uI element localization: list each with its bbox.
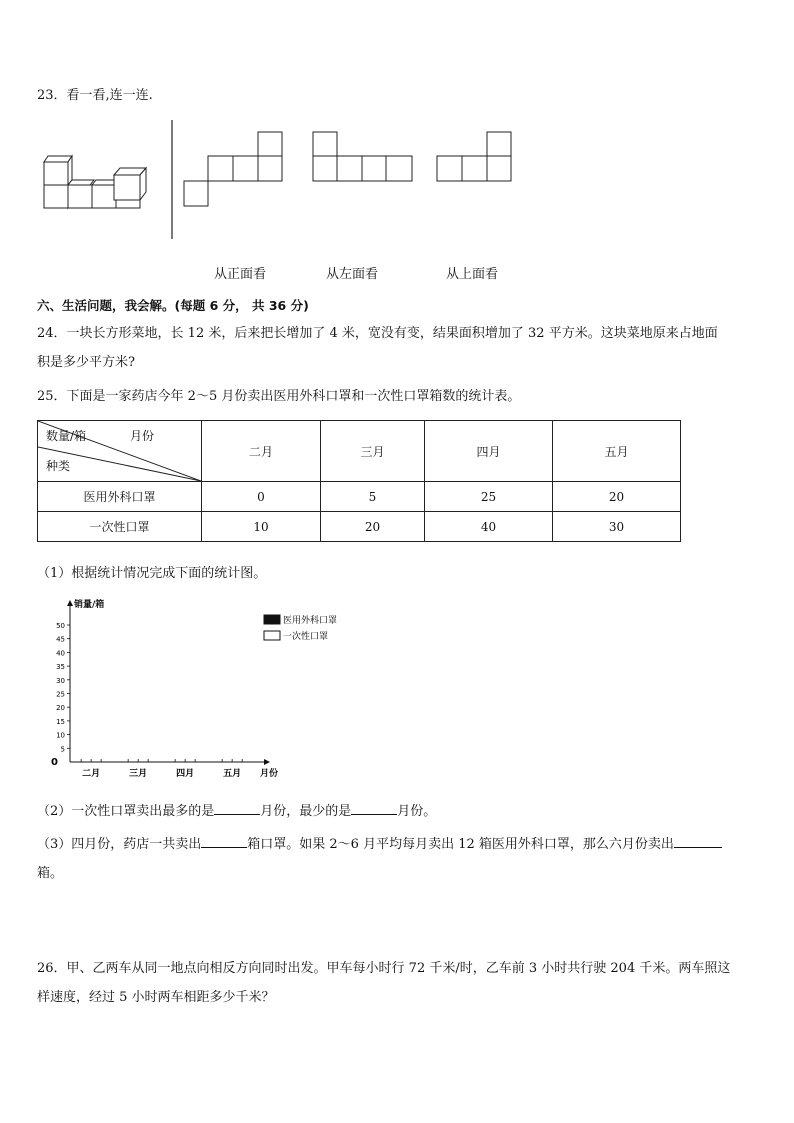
y-tick-label: 25: [56, 690, 65, 699]
table-cell: 5: [321, 482, 425, 512]
y-tick-label: 30: [56, 676, 65, 685]
x-axis-arrow: [264, 759, 270, 765]
table-header-cell: 四月: [425, 421, 553, 482]
x-tick-label: 二月: [82, 769, 101, 779]
table-cell: 40: [425, 512, 553, 542]
table-row: [38, 482, 681, 512]
table-cell: 0: [202, 482, 321, 512]
table-cell: 10: [202, 512, 321, 542]
q25-sub2: [37, 800, 436, 819]
y-tick-label: 45: [56, 635, 65, 644]
q25-sub3: [37, 833, 722, 852]
x-tick-label: 四月: [176, 769, 195, 779]
table-header-cell: 五月: [553, 421, 681, 482]
corner-kind-label: 种类: [46, 459, 71, 473]
q25-sub2-b: 月份，最少的是: [260, 804, 352, 819]
answer-blank[interactable]: [201, 833, 247, 848]
cube-assembly-figure: [44, 156, 146, 208]
y-tick-label: 20: [56, 704, 65, 713]
table-header-cell: 三月: [321, 421, 425, 482]
table-cell: 25: [425, 482, 553, 512]
y-axis-arrow: [67, 600, 73, 606]
table-cell: 20: [321, 512, 425, 542]
legend-swatch-2: [264, 631, 280, 640]
corner-month-label: 月份: [130, 429, 155, 443]
y-tick-label: 35: [56, 663, 65, 672]
section-heading: 六、生活问题，我会解。(每题 6 分， 共 36 分): [37, 298, 309, 313]
y-tick-label: 50: [56, 622, 65, 630]
q25-sub3-b: 箱口罩。如果 2～6 月平均每月卖出 12 箱医用外科口罩，那么六月份卖出: [247, 837, 674, 852]
q25-intro: 25．下面是一家药店今年 2～5 月份卖出医用外科口罩和一次性口罩箱数的统计表。: [37, 389, 521, 404]
q24-line1: 24．一块长方形菜地，长 12 米，后来把长增加了 4 米，宽没有变，结果面积增加了 32 平方米。这块菜地原来占地面: [37, 326, 718, 341]
legend-label-2: 一次性口罩: [283, 632, 329, 642]
q25-sub2-a: （2）一次性口罩卖出最多的是: [37, 804, 215, 819]
bar-chart: [40, 590, 370, 785]
table-header-cell: 二月: [202, 421, 321, 482]
answer-blank[interactable]: [214, 800, 260, 815]
table-cell: 30: [553, 512, 681, 542]
view-label-left: 从左面看: [326, 267, 379, 282]
y-tick-label: 10: [56, 731, 65, 740]
view-label-top: 从上面看: [446, 267, 499, 282]
table-row: [38, 512, 681, 542]
table-corner-cell: [38, 421, 202, 482]
q25-sub3-end: 箱。: [37, 866, 64, 881]
chart-ylabel: 销量/箱: [74, 600, 105, 610]
q26-line1: 26．甲、乙两车从同一地点向相反方向同时出发。甲车每小时行 72 千米/时，乙车前 3 小时共行驶 204 千米。两车照这: [37, 961, 731, 976]
q25-sub2-c: 月份。: [397, 804, 437, 819]
answer-blank[interactable]: [674, 833, 722, 848]
q24-line2: 积是多少平方米?: [37, 355, 135, 370]
x-tick-label: 三月: [129, 769, 148, 779]
view-shape-3: [437, 132, 511, 181]
y-tick-label: 5: [60, 745, 65, 754]
q26-line2: 样速度，经过 5 小时两车相距多少千米？: [37, 990, 275, 1005]
y-tick-label: 0: [51, 757, 58, 768]
row-label: 医用外科口罩: [38, 482, 202, 512]
q23-figures: [40, 118, 520, 243]
legend-swatch-1: [264, 615, 280, 624]
corner-qty-label: 数量/箱: [46, 429, 87, 443]
view-shape-1: [184, 132, 282, 206]
view-shape-2: [313, 132, 412, 181]
q23-title: 23．看一看,连一连.: [37, 88, 153, 103]
chart-xlabel: 月份: [260, 769, 279, 779]
view-label-front: 从正面看: [214, 267, 267, 282]
table-cell: 20: [553, 482, 681, 512]
y-tick-label: 40: [56, 649, 65, 658]
q25-sub1: （1）根据统计情况完成下面的统计图。: [37, 566, 267, 581]
y-tick-label: 15: [56, 717, 65, 726]
answer-blank[interactable]: [351, 800, 397, 815]
q25-sub3-a: （3）四月份，药店一共卖出: [37, 837, 202, 852]
stat-table: [37, 420, 681, 542]
legend-label-1: 医用外科口罩: [283, 616, 338, 626]
row-label: 一次性口罩: [38, 512, 202, 542]
x-tick-label: 五月: [223, 769, 242, 779]
